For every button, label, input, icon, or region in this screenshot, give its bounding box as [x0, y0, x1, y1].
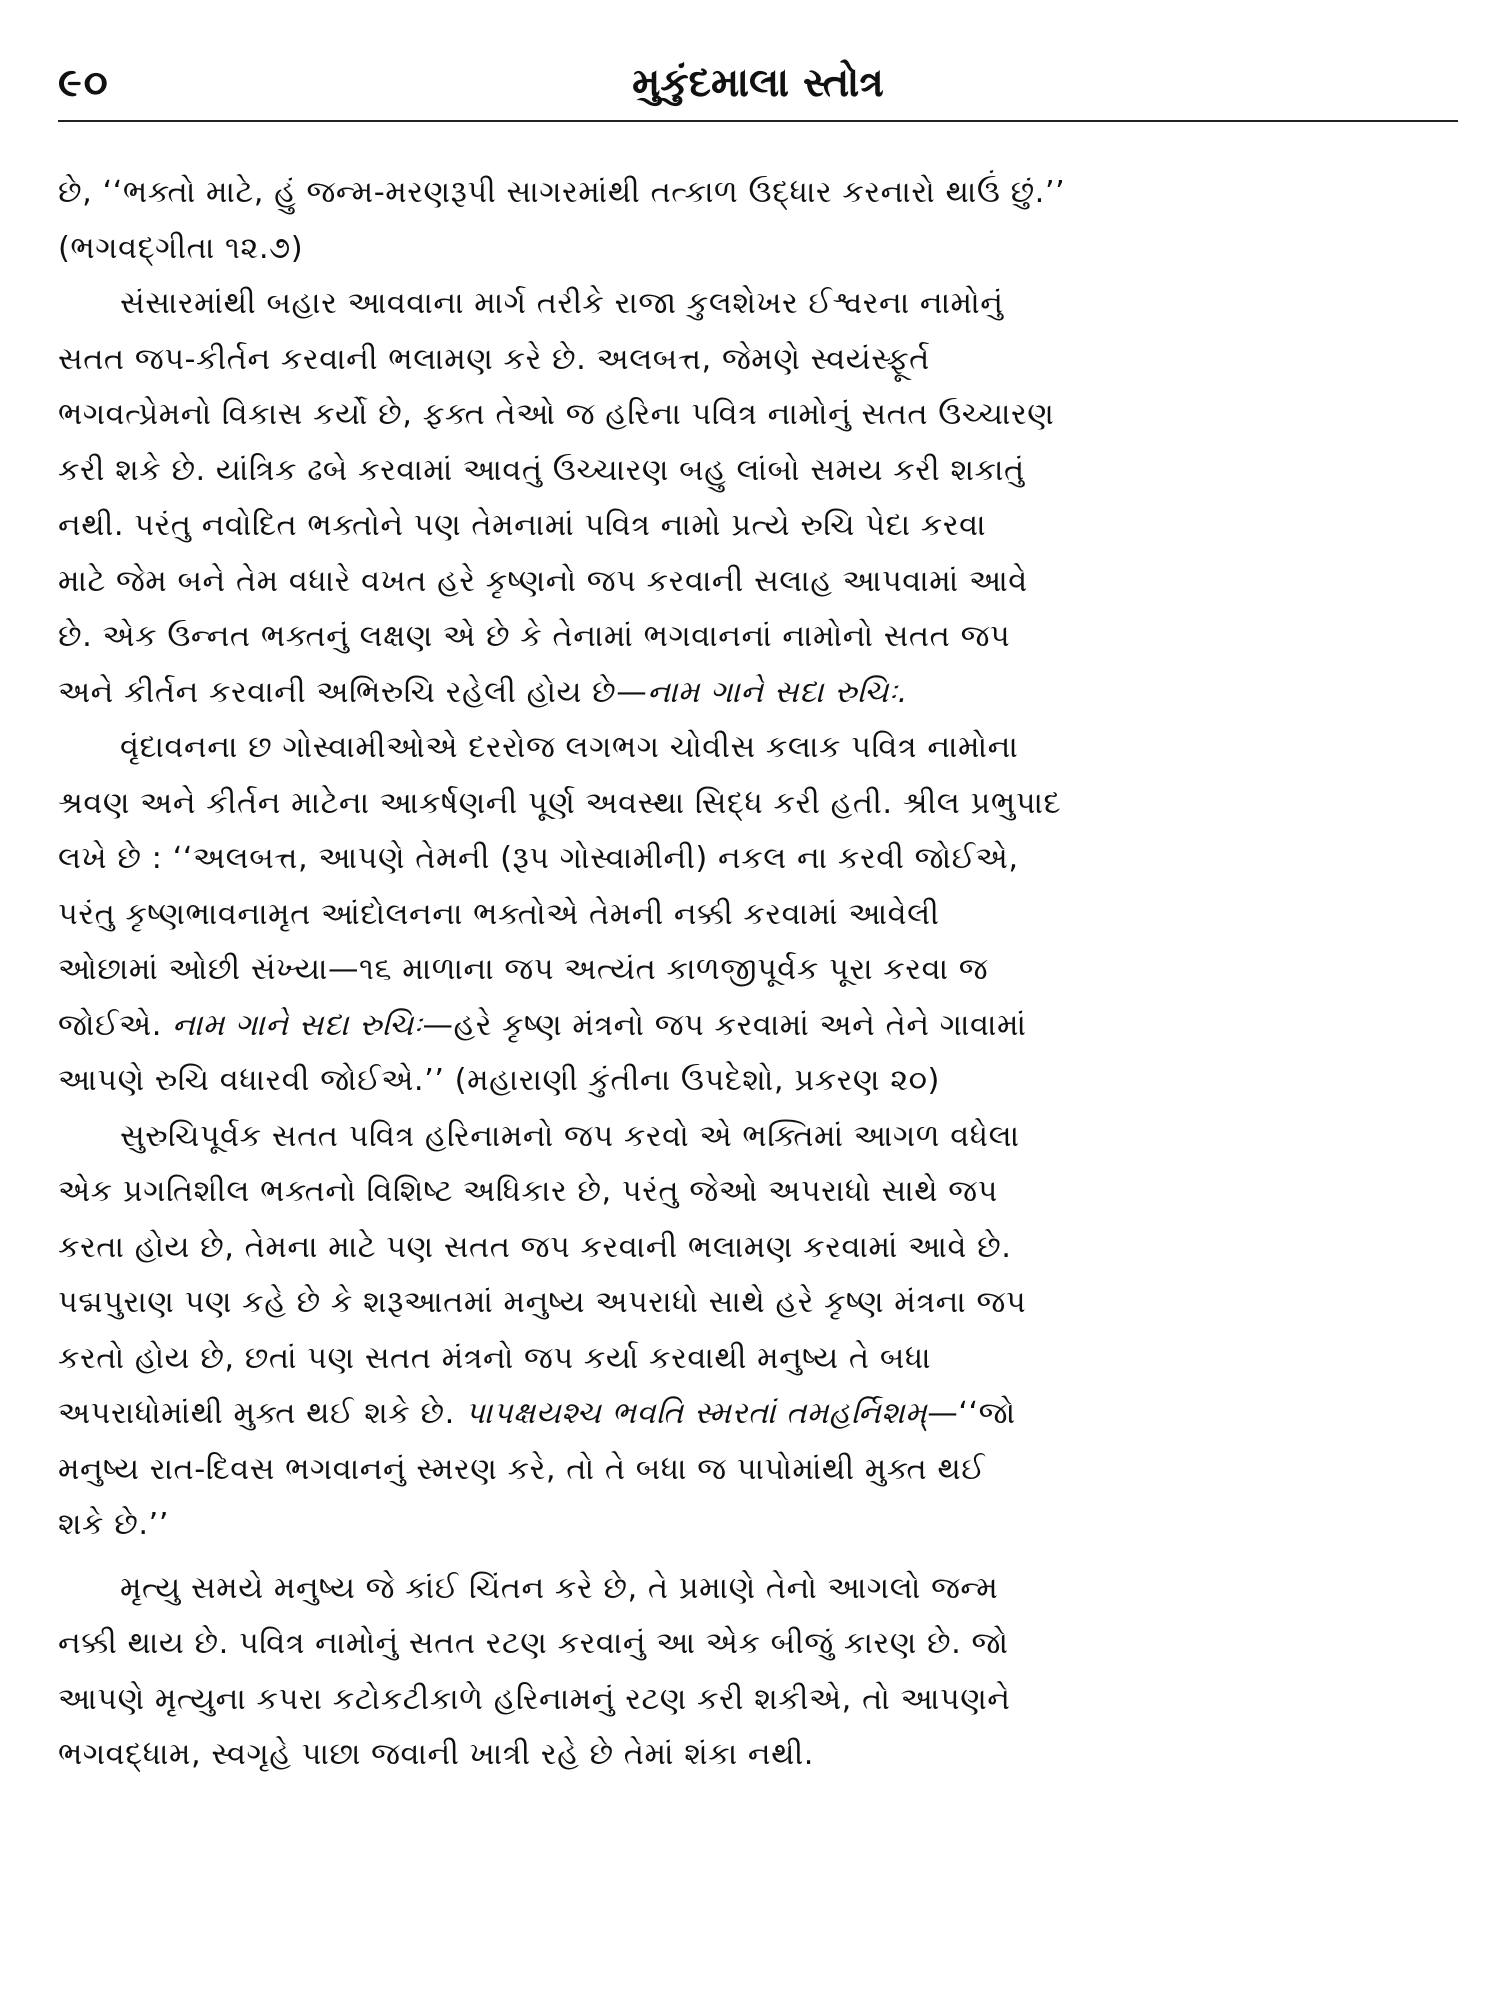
text-line: છે, ‘‘ભક્તો માટે, હું જન્મ-મરણરૂપી સાગરમાંથી તત્કાળ ઉદ્ધાર કરનારો થાઉં છું.’’	[58, 175, 1066, 210]
text-line	[58, 665, 1458, 721]
text-segment: અપરાધોમાંથી મુક્ત થઈ શકે છે.	[58, 1396, 455, 1431]
text-line	[58, 998, 1458, 1054]
page-header	[58, 46, 1458, 120]
text-line: સતત જપ-કીર્તન કરવાની ભલામણ કરે છે. અલબત્ત, જેમણે સ્વયંસ્ફૂર્ત	[58, 341, 930, 377]
header-divider	[58, 120, 1458, 122]
text-line: લખે છે : ‘‘અલબત્ત, આપણે તેમની (રૂપ ગોસ્વામીની) નકલ ના કરવી જોઈએ,	[58, 841, 1019, 876]
text-line: શકે છે.’’	[58, 1507, 169, 1542]
sanskrit-quote: નામ ગાને સદા રુચિઃ	[172, 1007, 423, 1043]
text-line: પરંતુ કૃષ્ણભાવનામૃત આંદોલનના ભક્તોએ તેમની નક્કી કરવામાં આવેલી	[58, 896, 940, 932]
text-segment: —હરે કૃષ્ણ મંત્રનો જપ કરવામાં અને તેને ગાવામાં	[422, 1007, 1027, 1043]
text-segment: જોઈએ.	[58, 1007, 162, 1043]
text-line: (ભગવદ્‌ગીતા ૧૨.૭)	[58, 230, 304, 266]
sanskrit-quote: નામ ગાને સદા રુચિઃ.	[647, 674, 908, 710]
text-line: માટે જેમ બને તેમ વધારે વખત હરે કૃષ્ણનો જપ કરવાની સલાહ આપવામાં આવે	[58, 563, 1028, 599]
body-text	[58, 165, 1458, 1783]
text-line: પદ્મપુરાણ પણ કહે છે કે શરૂઆતમાં મનુષ્ય અપરાધો સાથે હરે કૃષ્ણ મંત્રના જપ	[58, 1285, 1027, 1320]
text-line: વૃંદાવનના છ ગોસ્વામીઓએ દરરોજ લગભગ ચોવીસ કલાક પવિત્ર નામોના	[120, 730, 1019, 765]
text-line: નક્કી થાય છે. પવિત્ર નામોનું સતત રટણ કરવાનું આ એક બીજું કારણ છે. જો	[58, 1626, 1009, 1661]
text-line: સુરુચિપૂર્વક સતત પવિત્ર હરિનામનો જપ કરવો એ ભક્તિમાં આગળ વધેલા	[120, 1118, 1020, 1154]
text-line: મનુષ્ય રાત-દિવસ ભગવાનનું સ્મરણ કરે, તો તે બધા જ પાપોમાંથી મુક્ત થઈ	[58, 1451, 986, 1487]
sanskrit-quote: પાપક્ષયશ્ચ ભવતિ સ્મરતાં તમહર્નિશમ્	[464, 1396, 928, 1431]
text-line	[58, 1386, 1458, 1442]
text-line: આપણે મૃત્યુના કપરા કટોકટીકાળે હરિનામનું રટણ કરી શકીએ, તો આપણને	[58, 1681, 1011, 1717]
text-line: છે. એક ઉન્નત ભક્તનું લક્ષણ એ છે કે તેનામાં ભગવાનનાં નામોનો સતત જપ	[58, 619, 1011, 654]
text-line: કરતો હોય છે, છતાં પણ સતત મંત્રનો જપ કર્યા કરવાથી મનુષ્ય તે બધા	[58, 1340, 932, 1376]
text-line: ભગવત્પ્રેમનો વિકાસ કર્યો છે, ફક્ત તેઓ જ હરિના પવિત્ર નામોનું સતત ઉચ્ચારણ	[58, 397, 1055, 432]
text-line: કરતા હોય છે, તેમના માટે પણ સતત જપ કરવાની ભલામણ કરવામાં આવે છે.	[58, 1229, 1012, 1265]
text-line: એક પ્રગતિશીલ ભક્તનો વિશિષ્ટ અધિકાર છે, પરંતુ જેઓ અપરાધો સાથે જપ	[58, 1174, 998, 1209]
text-line: ભગવદ્ધામ, સ્વગૃહે પાછા જવાની ખાત્રી રહે છે તેમાં શંકા નથી.	[58, 1737, 814, 1772]
text-line: નથી. પરંતુ નવોદિત ભક્તોને પણ તેમનામાં પવિત્ર નામો પ્રત્યે રુચિ પેદા કરવા	[58, 508, 987, 543]
text-line: સંસારમાંથી બહાર આવવાના માર્ગ તરીકે રાજા કુલશેખર ઈશ્વરના નામોનું	[120, 286, 1004, 321]
text-line: કરી શકે છે. યાંત્રિક ઢબે કરવામાં આવતું ઉચ્ચારણ બહુ લાંબો સમય કરી શકાતું	[58, 452, 1025, 488]
page-number: ૯૦	[58, 60, 110, 106]
running-title: મુકુંદમાલા સ્તોત્ર	[632, 60, 884, 106]
text-line: શ્રવણ અને કીર્તન માટેના આકર્ષણની પૂર્ણ અવસ્થા સિદ્ધ કરી હતી. શ્રીલ પ્રભુપાદ	[58, 785, 1062, 821]
text-line: આપણે રુચિ વધારવી જોઈએ.’’ (મહારાણી કુંતીના ઉપદેશો, પ્રકરણ ૨૦)	[58, 1063, 940, 1098]
text-line: મૃત્યુ સમયે મનુષ્ય જે કાંઈ ચિંતન કરે છે, તે પ્રમાણે તેનો આગલો જન્મ	[120, 1570, 999, 1606]
text-segment: —‘‘જો	[927, 1396, 1016, 1431]
text-line: ઓછામાં ઓછી સંખ્યા—૧૬ માળાના જપ અત્યંત કાળજીપૂર્વક પૂરા કરવા જ	[58, 952, 989, 987]
text-segment: અને કીર્તન કરવાની અભિરુચિ રહેલી હોય છે—	[58, 674, 648, 710]
